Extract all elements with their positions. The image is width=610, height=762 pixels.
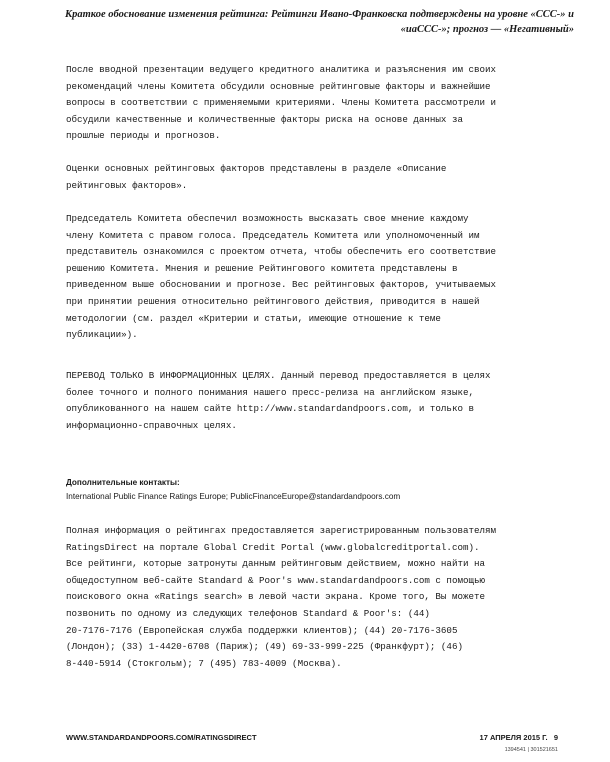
paragraph-translation-notice: ПЕРЕВОД ТОЛЬКО В ИНФОРМАЦИОННЫХ ЦЕЛЯХ. Данный перевод предоставляется в целях более точного и полного понимания нашего пресс-релиза на английском языке, опубликованного на нашем сайте http://www.standardandpoors.com, и только в информационно-справочных целях.: [66, 370, 491, 431]
footer-doc-id: 1394541 | 301521651: [504, 747, 558, 753]
paragraph-committee-discussion: После вводной презентации ведущего кредитного аналитика и разъяснения им своих рекомендаций члены Комитета обсудили основные рейтинговые факторы и важнейшие вопросы в соответствии с применяемыми критериями. Члены Комитета рассмотрели и обсудили качественные и количественные факторы риска на основе данных за прошлые периоды и прогнозов.: [66, 64, 497, 142]
paragraph-chair-voting: Председатель Комитета обеспечил возможность высказать свое мнение каждому члену Комитета с правом голоса. Председатель Комитета или уполномоченный им представитель ознакомился с проектом отчета, чтобы обеспечить его соответствие решению Комитета. Мнения и решение Рейтингового комитета представлены в приведенном выше обосновании и прогнозе. Вес рейтинговых факторов, учитываемых при принятии решения относительно рейтингового действия, приводится в нашей методологии (см. раздел «Критерии и статьи, имеющие отношение к теме публикации»).: [66, 213, 497, 341]
additional-contacts: [66, 476, 546, 504]
paragraph-factor-assessment: Оценки основных рейтинговых факторов представлены в разделе «Описание рейтинговых факторов».: [66, 163, 447, 191]
page-header-title: Краткое обоснование изменения рейтинга: Рейтинги Ивано-Франковска подтверждены на уровне «CCC-» и «uaCCC-»; прогноз — «Негативный»: [64, 9, 574, 35]
contacts-line: International Public Finance Ratings Europe; PublicFinanceEurope@standardandpoors.com: [66, 492, 401, 501]
contacts-title: Дополнительные контакты:: [66, 478, 180, 487]
paragraph-ratings-info: Полная информация о рейтингах предоставляется зарегистрированным пользователям RatingsDirect на портале Global Credit Portal (www.globalcreditportal.com). Все рейтинги, которые затронуты данным рейтинговым действием, можно найти на общедоступном веб-сайте Standard & Poor's www.standardandpoors.com с помощью поискового окна «Ratings search» в левой части экрана. Кроме того, Вы можете позвонить по одному из следующих телефонов Standard & Poor's: (44) 20-7176-7176 (Европейская служба поддержки клиентов); (44) 20-7176-3605 (Лондон); (33) 1-4420-6708 (Париж); (49) 69-33-999-225 (Франкфурт); (46) 8-440-5914 (Стокгольм); 7 (495) 783-4009 (Москва).: [66, 525, 497, 669]
footer-date-page: 17 АПРЕЛЯ 2015 Г. 9: [479, 733, 558, 742]
footer-url: WWW.STANDARDANDPOORS.COM/RATINGSDIRECT: [66, 733, 257, 742]
